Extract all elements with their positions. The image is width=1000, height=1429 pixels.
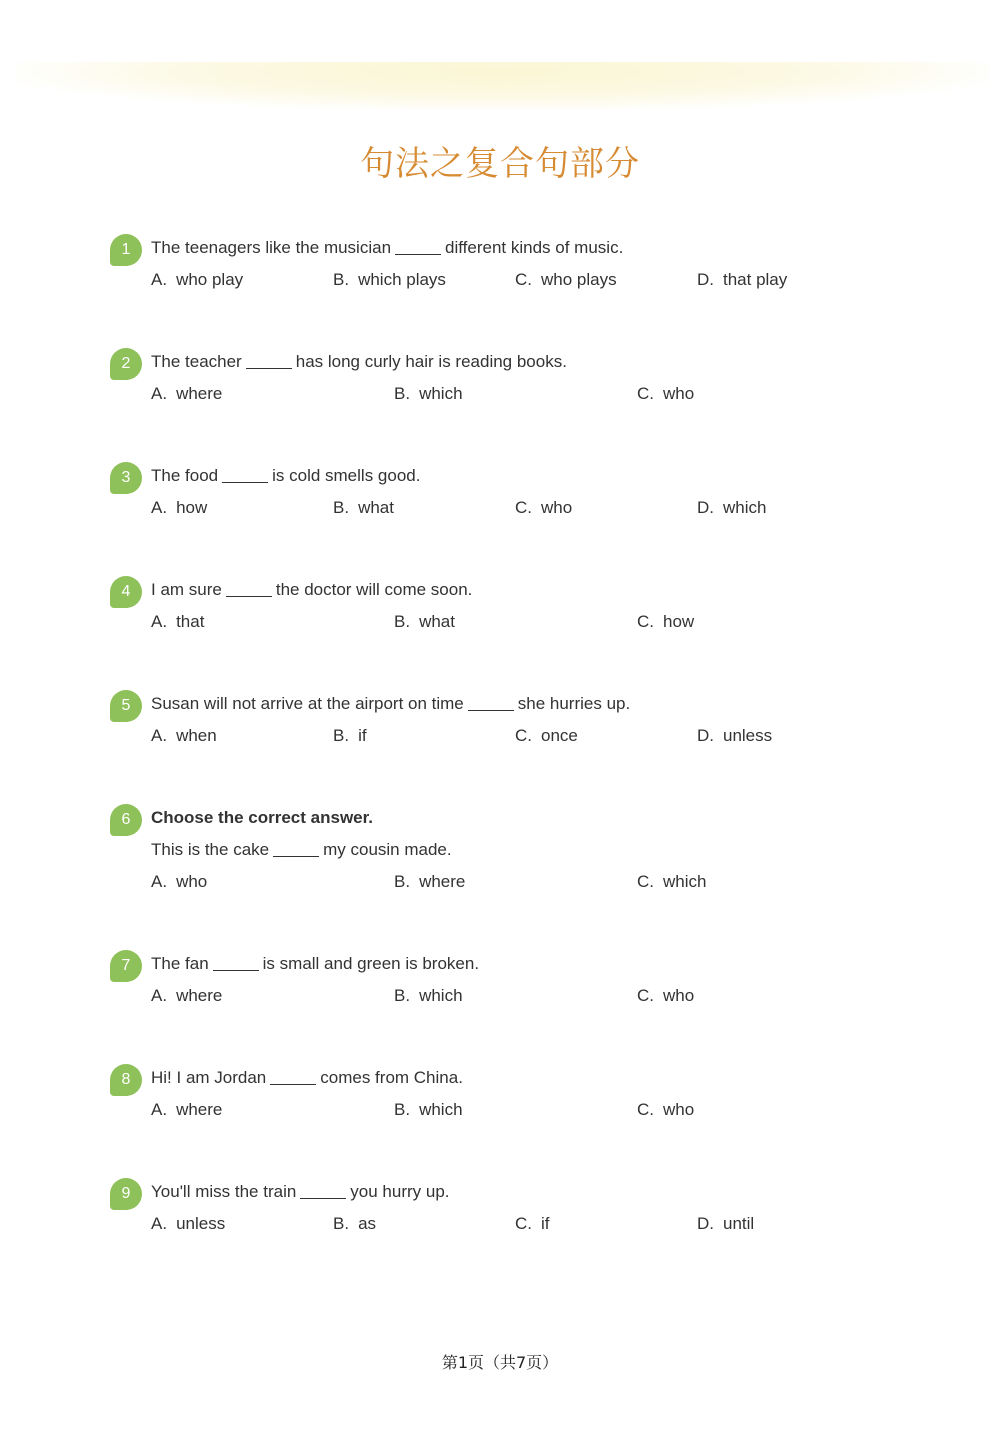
option-text: how (176, 498, 208, 517)
option-text: which plays (358, 270, 446, 289)
answer-blank (246, 367, 292, 369)
answer-blank (226, 595, 272, 597)
option-letter: B. (394, 384, 411, 403)
option-text: when (176, 726, 217, 745)
option-letter: B. (394, 986, 411, 1005)
option-c[interactable] (515, 498, 572, 518)
stem-text-before: Hi! I am Jordan (151, 1068, 267, 1087)
option-letter: C. (637, 986, 654, 1005)
option-text: who (663, 384, 695, 403)
option-d[interactable] (697, 1214, 754, 1234)
option-a[interactable] (151, 1100, 222, 1120)
option-letter: B. (333, 1214, 350, 1233)
option-b[interactable] (394, 986, 463, 1006)
option-text: that (176, 612, 205, 631)
option-text: which (419, 1100, 463, 1119)
option-c[interactable] (637, 1100, 694, 1120)
option-text: who play (176, 270, 244, 289)
answer-blank (222, 481, 268, 483)
option-c[interactable] (637, 986, 694, 1006)
option-letter: A. (151, 498, 168, 517)
question-number-badge: 7 (110, 950, 142, 982)
question-number-badge: 3 (110, 462, 142, 494)
option-d[interactable] (697, 270, 787, 290)
option-a[interactable] (151, 612, 204, 632)
option-text: what (419, 612, 455, 631)
answer-blank (300, 1197, 346, 1199)
stem-text-after: is cold smells good. (272, 466, 421, 485)
stem-text-before: This is the cake (151, 840, 270, 859)
option-letter: C. (637, 872, 654, 891)
answer-blank (273, 855, 319, 857)
option-letter: B. (394, 1100, 411, 1119)
option-text: unless (723, 726, 773, 745)
stem-text-after: you hurry up. (350, 1182, 450, 1201)
question-stem (151, 580, 472, 600)
stem-text-before: Susan will not arrive at the airport on time (151, 694, 464, 713)
option-text: how (663, 612, 695, 631)
option-letter: D. (697, 498, 714, 517)
header-decoration (15, 62, 990, 110)
page-title: 句法之复合句部分 (360, 144, 640, 184)
option-letter: D. (697, 1214, 714, 1233)
option-c[interactable] (515, 270, 617, 290)
stem-text-before: The teenagers like the musician (151, 238, 392, 257)
option-b[interactable] (394, 872, 465, 892)
question-stem (151, 694, 630, 714)
option-b[interactable] (394, 384, 463, 404)
question-number-badge: 5 (110, 690, 142, 722)
option-text: unless (176, 1214, 226, 1233)
option-text: who (663, 1100, 695, 1119)
option-letter: B. (394, 612, 411, 631)
question-number-badge: 4 (110, 576, 142, 608)
option-letter: A. (151, 384, 168, 403)
stem-text-after: comes from China. (320, 1068, 463, 1087)
option-a[interactable] (151, 1214, 225, 1234)
option-letter: B. (333, 498, 350, 517)
option-letter: C. (637, 1100, 654, 1119)
option-a[interactable] (151, 986, 222, 1006)
option-b[interactable] (333, 726, 367, 746)
question-heading: Choose the correct answer. (151, 808, 374, 827)
option-text: what (358, 498, 394, 517)
question-stem (151, 238, 623, 258)
option-letter: C. (515, 726, 532, 745)
option-letter: C. (637, 612, 654, 631)
option-a[interactable] (151, 726, 217, 746)
question-stem (151, 352, 567, 372)
question-number-badge: 9 (110, 1178, 142, 1210)
stem-text-before: The fan (151, 954, 209, 973)
answer-blank (270, 1083, 316, 1085)
option-letter: B. (333, 726, 350, 745)
option-text: who (176, 872, 208, 891)
option-d[interactable] (697, 726, 772, 746)
option-letter: A. (151, 726, 168, 745)
option-b[interactable] (333, 498, 394, 518)
option-a[interactable] (151, 872, 207, 892)
option-c[interactable] (515, 1214, 550, 1234)
option-letter: B. (333, 270, 350, 289)
question-number-badge: 8 (110, 1064, 142, 1096)
option-text: if (541, 1214, 550, 1233)
option-letter: C. (515, 1214, 532, 1233)
option-text: where (176, 986, 223, 1005)
answer-blank (395, 253, 441, 255)
answer-blank (468, 709, 514, 711)
option-d[interactable] (697, 498, 766, 518)
stem-text-after: my cousin made. (323, 840, 452, 859)
question-stem (151, 466, 420, 486)
option-letter: C. (515, 270, 532, 289)
question-number-badge: 2 (110, 348, 142, 380)
stem-text-after: is small and green is broken. (262, 954, 480, 973)
option-a[interactable] (151, 384, 222, 404)
option-a[interactable] (151, 270, 243, 290)
option-letter: D. (697, 270, 714, 289)
stem-text-after: different kinds of music. (445, 238, 624, 257)
question-number-badge: 1 (110, 234, 142, 266)
option-letter: C. (515, 498, 532, 517)
stem-text-before: I am sure (151, 580, 222, 599)
option-b[interactable] (333, 1214, 376, 1234)
option-letter: A. (151, 1100, 168, 1119)
option-text: where (419, 872, 466, 891)
option-text: who (541, 498, 573, 517)
option-letter: B. (394, 872, 411, 891)
option-text: who plays (541, 270, 617, 289)
option-text: where (176, 1100, 223, 1119)
option-text: which (419, 986, 463, 1005)
stem-text-before: The food (151, 466, 219, 485)
option-c[interactable] (637, 612, 694, 632)
stem-text-before: You'll miss the train (151, 1182, 297, 1201)
question-stem (151, 840, 452, 860)
option-letter: D. (697, 726, 714, 745)
option-text: where (176, 384, 223, 403)
option-text: which (723, 498, 767, 517)
option-text: who (663, 986, 695, 1005)
option-a[interactable] (151, 498, 207, 518)
option-text: as (358, 1214, 377, 1233)
option-letter: A. (151, 612, 168, 631)
stem-text-after: has long curly hair is reading books. (295, 352, 567, 371)
option-b[interactable] (394, 1100, 463, 1120)
question-stem (151, 1068, 463, 1088)
option-b[interactable] (333, 270, 446, 290)
stem-text-after: she hurries up. (517, 694, 631, 713)
page-footer: 第1页（共7页） (441, 1353, 559, 1372)
option-letter: A. (151, 270, 168, 289)
option-letter: A. (151, 872, 168, 891)
option-letter: C. (637, 384, 654, 403)
option-b[interactable] (394, 612, 455, 632)
option-text: that play (723, 270, 788, 289)
option-text: which (419, 384, 463, 403)
option-text: if (358, 726, 367, 745)
question-number-badge: 6 (110, 804, 142, 836)
option-c[interactable] (637, 872, 706, 892)
option-c[interactable] (637, 384, 694, 404)
option-letter: A. (151, 1214, 168, 1233)
option-c[interactable] (515, 726, 578, 746)
stem-text-after: the doctor will come soon. (275, 580, 473, 599)
question-stem (151, 1182, 450, 1202)
question-stem (151, 954, 479, 974)
stem-text-before: The teacher (151, 352, 242, 371)
option-text: until (723, 1214, 755, 1233)
option-letter: A. (151, 986, 168, 1005)
answer-blank (213, 969, 259, 971)
option-text: once (541, 726, 578, 745)
option-text: which (663, 872, 707, 891)
